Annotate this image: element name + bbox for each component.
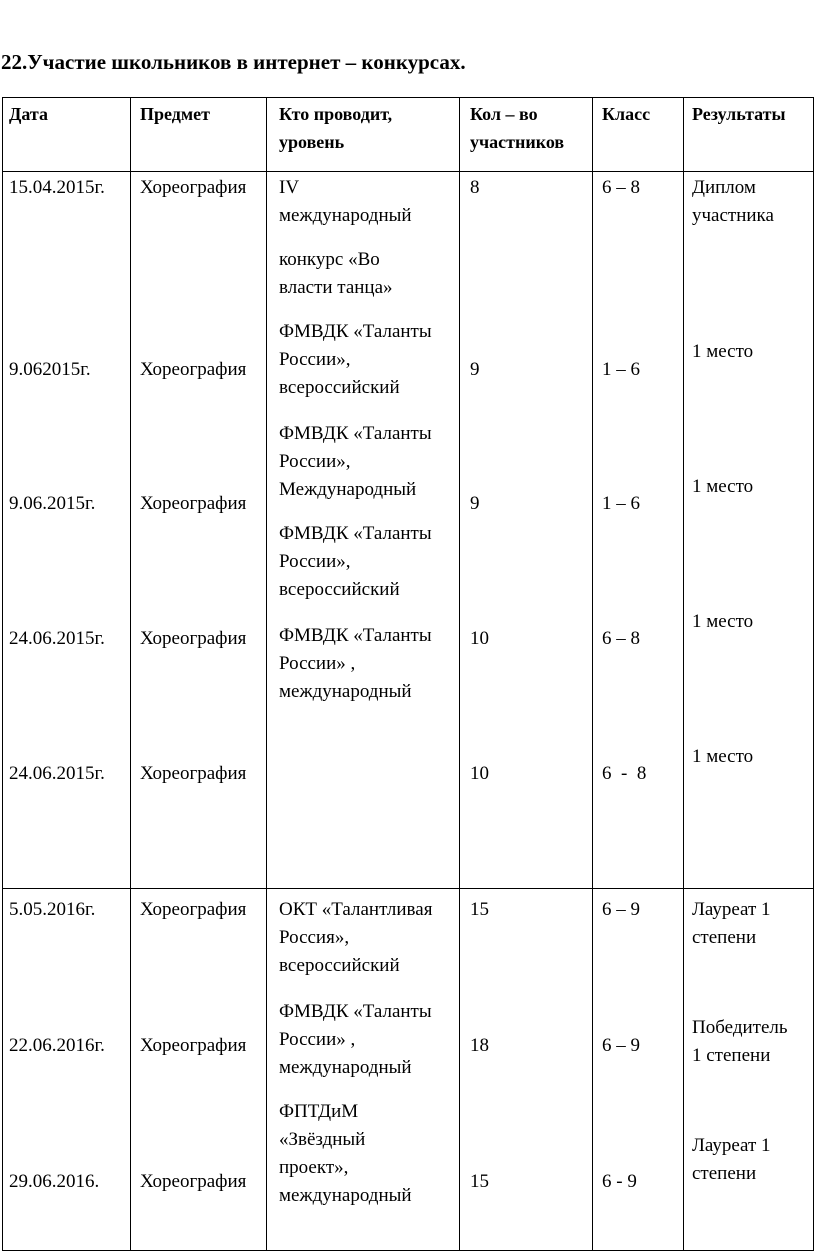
- column-divider: [683, 98, 684, 1250]
- cell-organizer: Международный: [279, 479, 417, 500]
- cell-organizer: «Звёздный: [279, 1129, 366, 1150]
- cell-organizer: IV: [279, 177, 300, 198]
- cell-subject: Хореография: [140, 177, 247, 198]
- cell-result-line2: степени: [692, 927, 757, 948]
- row-divider: [3, 171, 813, 172]
- cell-count: 10: [470, 628, 489, 649]
- cell-organizer: всероссийский: [279, 377, 400, 398]
- page-title: 22.Участие школьников в интернет – конкурсах.: [1, 50, 466, 74]
- header-results: Результаты: [692, 104, 786, 124]
- cell-subject: Хореография: [140, 493, 247, 514]
- cell-organizer: Россия»,: [279, 927, 350, 948]
- cell-organizer: всероссийский: [279, 579, 400, 600]
- cell-date: 29.06.2016.: [9, 1171, 100, 1192]
- column-divider: [130, 98, 131, 1250]
- cell-result: 1 место: [692, 476, 754, 497]
- cell-result-line2: степени: [692, 1163, 757, 1184]
- header-class: Класс: [602, 104, 651, 124]
- cell-date: 9.062015г.: [9, 359, 91, 380]
- cell-date: 5.05.2016г.: [9, 899, 96, 920]
- cell-date: 15.04.2015г.: [9, 177, 105, 198]
- cell-organizer: международный: [279, 1185, 412, 1206]
- cell-count: 10: [470, 763, 489, 784]
- header-date: Дата: [9, 104, 48, 124]
- cell-organizer: России» ,: [279, 653, 356, 674]
- cell-subject: Хореография: [140, 359, 247, 380]
- cell-count: 9: [470, 359, 480, 380]
- cell-date: 24.06.2015г.: [9, 628, 105, 649]
- cell-organizer: конкурс «Во: [279, 249, 380, 270]
- column-divider: [266, 98, 267, 1250]
- cell-organizer: международный: [279, 681, 412, 702]
- cell-organizer: власти танца»: [279, 277, 393, 298]
- column-divider: [592, 98, 593, 1250]
- cell-organizer: ФМВДК «Таланты: [279, 625, 432, 646]
- row-divider: [3, 888, 813, 889]
- header-organizer: Кто проводит,: [279, 104, 393, 124]
- cell-class: 6 – 9: [602, 1035, 640, 1056]
- header-count-line2: участников: [470, 132, 565, 152]
- cell-subject: Хореография: [140, 899, 247, 920]
- cell-date: 24.06.2015г.: [9, 763, 105, 784]
- cell-class: 6 - 9: [602, 1171, 637, 1192]
- cell-organizer: России»,: [279, 451, 351, 472]
- cell-organizer: ФМВДК «Таланты: [279, 1001, 432, 1022]
- cell-organizer: ФМВДК «Таланты: [279, 423, 432, 444]
- cell-result: 1 место: [692, 611, 754, 632]
- cell-result-line2: 1 степени: [692, 1045, 771, 1066]
- cell-result: Победитель: [692, 1017, 788, 1038]
- cell-subject: Хореография: [140, 1171, 247, 1192]
- header-count: Кол – во: [470, 104, 538, 124]
- cell-result: Лауреат 1: [692, 1135, 771, 1156]
- cell-result: Диплом: [692, 177, 756, 198]
- column-divider: [459, 98, 460, 1250]
- cell-organizer: проект»,: [279, 1157, 349, 1178]
- cell-count: 15: [470, 1171, 489, 1192]
- cell-organizer: ФМВДК «Таланты: [279, 523, 432, 544]
- cell-class: 6 – 8: [602, 177, 640, 198]
- cell-organizer: международный: [279, 1057, 412, 1078]
- cell-organizer: ОКТ «Талантливая: [279, 899, 433, 920]
- cell-subject: Хореография: [140, 763, 247, 784]
- cell-subject: Хореография: [140, 628, 247, 649]
- cell-count: 15: [470, 899, 489, 920]
- cell-subject: Хореография: [140, 1035, 247, 1056]
- cell-organizer: ФПТДиМ: [279, 1101, 359, 1122]
- cell-count: 18: [470, 1035, 489, 1056]
- cell-class: 1 – 6: [602, 493, 640, 514]
- cell-organizer: международный: [279, 205, 412, 226]
- cell-organizer: ФМВДК «Таланты: [279, 321, 432, 342]
- cell-count: 8: [470, 177, 480, 198]
- cell-result-line2: участника: [692, 205, 774, 226]
- cell-organizer: России»,: [279, 349, 351, 370]
- cell-result: Лауреат 1: [692, 899, 771, 920]
- header-organizer-line2: уровень: [279, 132, 345, 152]
- header-subject: Предмет: [140, 104, 210, 124]
- cell-date: 22.06.2016г.: [9, 1035, 105, 1056]
- cell-organizer: России»,: [279, 551, 351, 572]
- cell-organizer: всероссийский: [279, 955, 400, 976]
- cell-organizer: России» ,: [279, 1029, 356, 1050]
- cell-result: 1 место: [692, 341, 754, 362]
- cell-class: 6 – 8: [602, 628, 640, 649]
- cell-class: 1 – 6: [602, 359, 640, 380]
- cell-class: 6 - 8: [602, 763, 647, 784]
- cell-count: 9: [470, 493, 480, 514]
- cell-date: 9.06.2015г.: [9, 493, 96, 514]
- cell-class: 6 – 9: [602, 899, 640, 920]
- cell-result: 1 место: [692, 746, 754, 767]
